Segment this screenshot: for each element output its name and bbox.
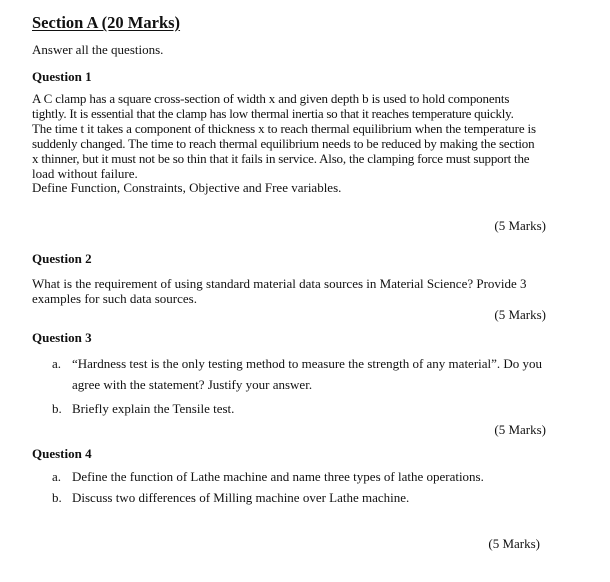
question-2-line: What is the requirement of using standard material data sources in Material Science? Provide 3 xyxy=(32,276,527,291)
question-1-line: The time t it takes a component of thickness x to reach thermal equilibrium when the temperature is xyxy=(32,120,536,136)
question-3-heading: Question 3 xyxy=(32,330,92,345)
question-4-heading: Question 4 xyxy=(32,446,92,461)
question-1-line: suddenly changed. The time to reach thermal equilibrium needs to be reduced by making the section xyxy=(32,135,535,151)
question-1-line: Define Function, Constraints, Objective and Free variables. xyxy=(32,180,342,196)
question-2-line: examples for such data sources. xyxy=(32,290,197,306)
section-title: Section A (20 Marks) xyxy=(32,13,181,32)
question-4-marks: (5 Marks) xyxy=(488,536,540,551)
item-label: a. xyxy=(52,356,62,371)
question-1-line: A C clamp has a square cross-section of width x and given depth b is used to hold components xyxy=(32,91,510,106)
question-2-body xyxy=(32,277,552,307)
question-2-marks: (5 Marks) xyxy=(494,307,546,322)
item-label: a. xyxy=(52,469,62,484)
item-text: “Hardness test is the only testing method to measure the strength of any material”. Do you xyxy=(72,356,543,371)
question-3-marks: (5 Marks) xyxy=(494,422,546,437)
question-1-heading: Question 1 xyxy=(32,69,92,84)
instruction-text: Answer all the questions. xyxy=(32,42,164,57)
item-text: agree with the statement? Justify your answer. xyxy=(72,377,313,392)
item-text: Briefly explain the Tensile test. xyxy=(72,401,235,416)
item-label: b. xyxy=(52,490,62,505)
question-2-heading: Question 2 xyxy=(32,251,92,266)
question-1-body xyxy=(32,92,552,196)
item-text: Define the function of Lathe machine and name three types of lathe operations. xyxy=(72,469,484,484)
question-1-line: load without failure. xyxy=(32,165,138,181)
question-1-line: x thinner, but it must not be so thin that it fails in service. Also, the clamping force must support the xyxy=(32,150,530,166)
item-text: Discuss two differences of Milling machine over Lathe machine. xyxy=(72,490,410,505)
question-1-line: tightly. It is essential that the clamp has low thermal inertia so that it reaches temperature quickly. xyxy=(32,105,514,121)
question-1-marks: (5 Marks) xyxy=(494,218,546,233)
item-label: b. xyxy=(52,401,62,416)
